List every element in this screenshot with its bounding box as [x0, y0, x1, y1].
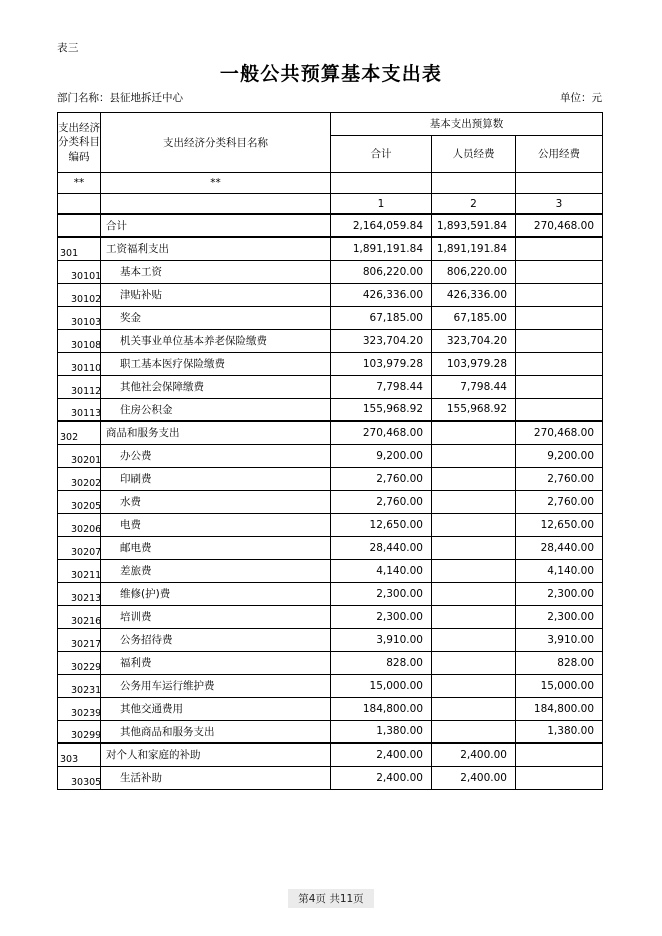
row-amount-personnel: 67,185.00: [432, 306, 516, 329]
row-code: 30103: [58, 306, 101, 329]
row-subject-name: 职工基本医疗保险缴费: [101, 352, 331, 375]
row-code: 30207: [58, 536, 101, 559]
row-amount-public: 184,800.00: [516, 697, 603, 720]
row-amount-personnel: 2,400.00: [432, 743, 516, 766]
header-personnel-expense: 人员经费: [432, 136, 516, 173]
row-amount-total: 67,185.00: [331, 306, 432, 329]
row-subject-name: 商品和服务支出: [101, 421, 331, 444]
table-row: [58, 352, 603, 375]
row-amount-personnel: [432, 559, 516, 582]
page-number: 第4页 共11页: [288, 889, 373, 908]
colnum-total: 1: [331, 194, 432, 215]
row-subject-name: 机关事业单位基本养老保险缴费: [101, 329, 331, 352]
row-code: 30101: [58, 260, 101, 283]
row-subject-name: 印刷费: [101, 467, 331, 490]
row-amount-personnel: 7,798.44: [432, 375, 516, 398]
row-code: 30211: [58, 559, 101, 582]
table-body: [58, 214, 603, 789]
row-amount-public: 3,910.00: [516, 628, 603, 651]
row-amount-total: 12,650.00: [331, 513, 432, 536]
row-amount-personnel: 2,400.00: [432, 766, 516, 789]
table-row: [58, 536, 603, 559]
row-amount-total: 1,891,191.84: [331, 237, 432, 260]
row-code: 30102: [58, 283, 101, 306]
table-row: [58, 697, 603, 720]
row-code: 30202: [58, 467, 101, 490]
row-code: 30239: [58, 697, 101, 720]
header-code-column: [58, 113, 101, 173]
row-subject-name: 公务用车运行维护费: [101, 674, 331, 697]
table-row: [58, 605, 603, 628]
header-code-column-label: 支出经济分类科目编码: [58, 121, 100, 163]
row-subject-name: 差旅费: [101, 559, 331, 582]
row-amount-public: 15,000.00: [516, 674, 603, 697]
sheet-label: 表三: [57, 42, 79, 54]
row-amount-public: 12,650.00: [516, 513, 603, 536]
row-amount-personnel: [432, 651, 516, 674]
table-row: [58, 237, 603, 260]
row-code: 30305: [58, 766, 101, 789]
row-code: 30206: [58, 513, 101, 536]
star-personnel: [432, 173, 516, 194]
row-subject-name: 邮电费: [101, 536, 331, 559]
table-row: [58, 444, 603, 467]
row-amount-public: 1,380.00: [516, 720, 603, 743]
row-amount-personnel: [432, 536, 516, 559]
row-subject-name: 奖金: [101, 306, 331, 329]
row-subject-name: 工资福利支出: [101, 237, 331, 260]
star-total: [331, 173, 432, 194]
table-row: [58, 559, 603, 582]
star-code: **: [58, 173, 101, 194]
row-amount-personnel: [432, 720, 516, 743]
row-amount-public: [516, 398, 603, 421]
department-name: 部门名称：县征地拆迁中心: [57, 92, 183, 104]
table-row: [58, 513, 603, 536]
header-subtotal: 合计: [331, 136, 432, 173]
row-code: 30112: [58, 375, 101, 398]
row-amount-public: 2,760.00: [516, 490, 603, 513]
currency-unit: 单位：元: [560, 92, 602, 104]
colnum-code: [58, 194, 101, 215]
row-amount-personnel: [432, 605, 516, 628]
row-amount-total: 2,300.00: [331, 582, 432, 605]
row-amount-personnel: [432, 444, 516, 467]
row-amount-total: 2,400.00: [331, 743, 432, 766]
row-amount-public: [516, 375, 603, 398]
budget-expenditure-table: [57, 112, 603, 790]
row-amount-public: [516, 766, 603, 789]
table-row: [58, 329, 603, 352]
row-amount-public: 270,468.00: [516, 421, 603, 444]
table-row: [58, 743, 603, 766]
page-title: 一般公共预算基本支出表: [219, 63, 443, 85]
row-amount-personnel: [432, 467, 516, 490]
table-row: [58, 720, 603, 743]
row-amount-total: 426,336.00: [331, 283, 432, 306]
row-amount-personnel: [432, 674, 516, 697]
row-amount-total: 9,200.00: [331, 444, 432, 467]
row-amount-public: 4,140.00: [516, 559, 603, 582]
table-row: [58, 306, 603, 329]
row-subject-name: 维修(护)费: [101, 582, 331, 605]
header-row-numbering: [58, 194, 603, 215]
row-amount-public: [516, 260, 603, 283]
row-amount-public: [516, 283, 603, 306]
table-row: [58, 283, 603, 306]
table-row: [58, 628, 603, 651]
table-header: [58, 113, 603, 215]
row-amount-total: 15,000.00: [331, 674, 432, 697]
row-subject-name: 福利费: [101, 651, 331, 674]
row-code: 30231: [58, 674, 101, 697]
row-amount-total: 323,704.20: [331, 329, 432, 352]
row-code: 30216: [58, 605, 101, 628]
row-code: 30217: [58, 628, 101, 651]
row-code: 30229: [58, 651, 101, 674]
row-amount-total: 28,440.00: [331, 536, 432, 559]
header-row-main: [58, 113, 603, 136]
header-name-column: 支出经济分类科目名称: [101, 113, 331, 173]
star-name: **: [101, 173, 331, 194]
row-amount-personnel: [432, 697, 516, 720]
row-amount-personnel: [432, 582, 516, 605]
row-amount-public: 2,760.00: [516, 467, 603, 490]
row-amount-personnel: 1,891,191.84: [432, 237, 516, 260]
table-row: [58, 421, 603, 444]
row-amount-personnel: [432, 628, 516, 651]
row-amount-public: 2,300.00: [516, 605, 603, 628]
row-amount-total: 103,979.28: [331, 352, 432, 375]
row-code: 30299: [58, 720, 101, 743]
row-amount-total: 7,798.44: [331, 375, 432, 398]
row-amount-total: 2,300.00: [331, 605, 432, 628]
row-code: 30205: [58, 490, 101, 513]
row-subject-name: 基本工资: [101, 260, 331, 283]
row-amount-personnel: [432, 421, 516, 444]
row-amount-public: 828.00: [516, 651, 603, 674]
colnum-public: 3: [516, 194, 603, 215]
row-subject-name: 培训费: [101, 605, 331, 628]
row-amount-total: 1,380.00: [331, 720, 432, 743]
row-subject-name: 生活补助: [101, 766, 331, 789]
row-amount-personnel: 1,893,591.84: [432, 214, 516, 237]
row-amount-public: 270,468.00: [516, 214, 603, 237]
row-amount-total: 4,140.00: [331, 559, 432, 582]
colnum-personnel: 2: [432, 194, 516, 215]
header-public-expense: 公用经费: [516, 136, 603, 173]
row-code: 30110: [58, 352, 101, 375]
row-subject-name: 公务招待费: [101, 628, 331, 651]
page-footer: [0, 887, 662, 908]
row-amount-personnel: 426,336.00: [432, 283, 516, 306]
row-amount-public: 9,200.00: [516, 444, 603, 467]
row-code: 302: [58, 421, 101, 444]
row-subject-name: 电费: [101, 513, 331, 536]
row-subject-name: 津贴补贴: [101, 283, 331, 306]
row-amount-personnel: 806,220.00: [432, 260, 516, 283]
row-amount-public: [516, 237, 603, 260]
row-amount-public: [516, 352, 603, 375]
row-amount-total: 2,760.00: [331, 490, 432, 513]
row-subject-name: 合计: [101, 214, 331, 237]
row-code: 303: [58, 743, 101, 766]
table-row: [58, 674, 603, 697]
row-code: [58, 214, 101, 237]
row-code: 30113: [58, 398, 101, 421]
colnum-name: [101, 194, 331, 215]
table-row: [58, 260, 603, 283]
row-code: 30201: [58, 444, 101, 467]
row-amount-personnel: 155,968.92: [432, 398, 516, 421]
table-row: [58, 490, 603, 513]
row-amount-total: 155,968.92: [331, 398, 432, 421]
table-row: [58, 214, 603, 237]
table-row: [58, 582, 603, 605]
row-subject-name: 办公费: [101, 444, 331, 467]
row-code: 30108: [58, 329, 101, 352]
row-amount-personnel: 103,979.28: [432, 352, 516, 375]
table-row: [58, 398, 603, 421]
row-subject-name: 住房公积金: [101, 398, 331, 421]
row-amount-total: 184,800.00: [331, 697, 432, 720]
row-amount-public: [516, 743, 603, 766]
header-row-star: [58, 173, 603, 194]
row-amount-public: 2,300.00: [516, 582, 603, 605]
row-amount-total: 3,910.00: [331, 628, 432, 651]
row-amount-personnel: [432, 513, 516, 536]
row-amount-total: 828.00: [331, 651, 432, 674]
table-row: [58, 766, 603, 789]
row-amount-total: 806,220.00: [331, 260, 432, 283]
row-amount-personnel: 323,704.20: [432, 329, 516, 352]
table-row: [58, 467, 603, 490]
row-amount-public: [516, 306, 603, 329]
row-code: 30213: [58, 582, 101, 605]
row-amount-public: 28,440.00: [516, 536, 603, 559]
document-meta: [57, 90, 602, 106]
row-amount-total: 2,400.00: [331, 766, 432, 789]
row-amount-total: 2,164,059.84: [331, 214, 432, 237]
row-subject-name: 水费: [101, 490, 331, 513]
header-budget-group: 基本支出预算数: [331, 113, 603, 136]
row-subject-name: 对个人和家庭的补助: [101, 743, 331, 766]
row-subject-name: 其他商品和服务支出: [101, 720, 331, 743]
table-row: [58, 651, 603, 674]
star-public: [516, 173, 603, 194]
table-row: [58, 375, 603, 398]
row-amount-public: [516, 329, 603, 352]
row-subject-name: 其他交通费用: [101, 697, 331, 720]
row-subject-name: 其他社会保障缴费: [101, 375, 331, 398]
row-code: 301: [58, 237, 101, 260]
row-amount-total: 270,468.00: [331, 421, 432, 444]
row-amount-total: 2,760.00: [331, 467, 432, 490]
row-amount-personnel: [432, 490, 516, 513]
